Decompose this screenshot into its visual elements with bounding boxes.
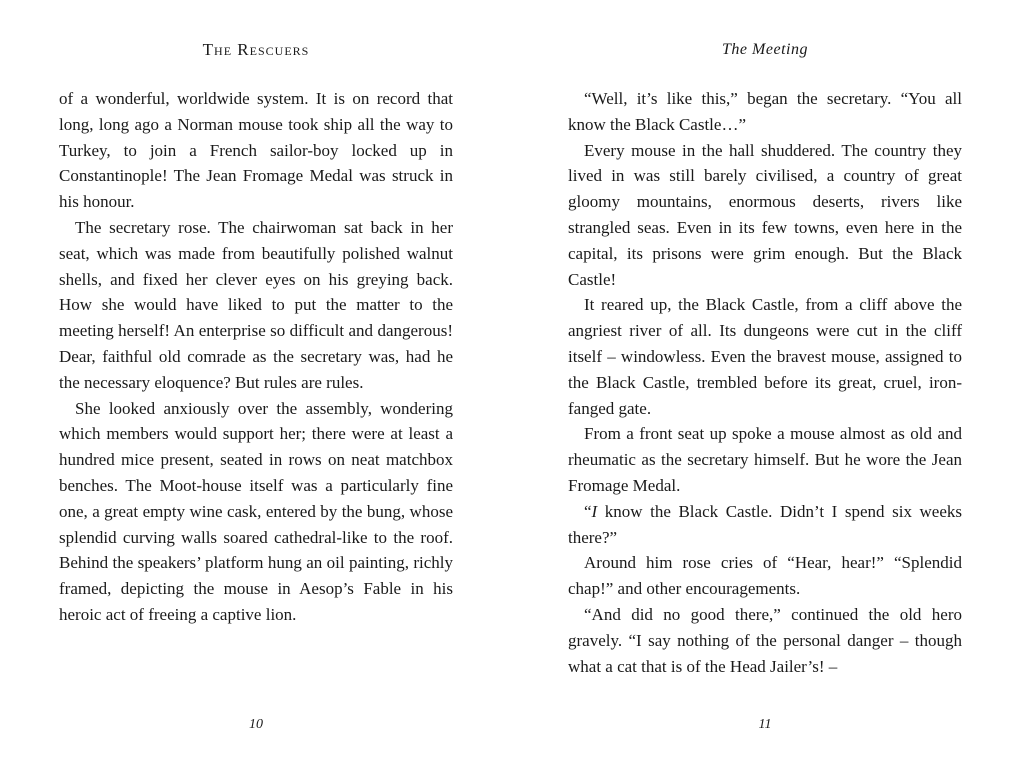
italic-emphasis: I (591, 501, 598, 521)
right-page (568, 0, 962, 773)
page-number: 10 (249, 717, 263, 732)
right-page-body (568, 86, 962, 679)
quote-rest: know the Black Castle. Didn’t I spend six weeks there?” (568, 501, 962, 547)
paragraph: She looked anxiously over the assembly, wondering which members would support her; there were at least a hundred mice present, seated in rows on neat matchbox benches. The Moot-house itself was a particularly fine one, a great empty wine cask, entered by the bung, whose splendid curving walls soared cathedral-like to the roof. Behind the speakers’ platform hung an oil painting, richly framed, depicting the mouse in Aesop’s Fable in his heroic act of freeing a captive lion. (59, 398, 453, 624)
running-head-book-title: The Rescuers (202, 40, 310, 59)
paragraph: Every mouse in the hall shuddered. The country they lived in was still barely civilised, a country of great gloomy mountains, enormous deserts, rivers like strangled seas. Even in its few towns, even here in the capital, its prisons were grim enough. But the Black Castle! (568, 140, 962, 289)
paragraph: of a wonderful, worldwide system. It is on record that long, long ago a Norman mouse took ship all the way to Turkey, to join a French sailor-boy locked up in Constantinople! The Jean Fromage Medal was struck in his honour. (59, 89, 453, 212)
left-page-body (59, 86, 453, 628)
paragraph: “Well, it’s like this,” began the secretary. “You all know the Black Castle…” (568, 89, 962, 134)
paragraph: Around him rose cries of “Hear, hear!” “Splendid chap!” and other encouragements. (568, 553, 962, 599)
running-head-chapter-title: The Meeting (722, 41, 808, 58)
paragraph: It reared up, the Black Castle, from a cliff above the angriest river of all. Its dungeons were cut in the cliff itself – windowless. Even the bravest mouse, assigned to the Black Castle, trembled before its great, cruel, iron-fanged gate. (568, 295, 962, 418)
paragraph: The secretary rose. The chairwoman sat back in her seat, which was made from beautifully polished walnut shells, and fixed her clever eyes on his greying back. How she would have liked to put the matter to the meeting herself! An enterprise so difficult and dangerous! Dear, faithful old comrade as the secretary was, had he the necessary eloquence? But rules are rules. (59, 217, 453, 392)
paragraph: “And did no good there,” continued the old hero gravely. “I say nothing of the personal danger – though what a cat that is of the Head Jailer’s! – (568, 604, 962, 676)
page-number: 11 (758, 717, 772, 732)
left-page (59, 0, 453, 773)
paragraph: From a front seat up spoke a mouse almost as old and rheumatic as the secretary himself. But he wore the Jean Fromage Medal. (568, 424, 962, 495)
quote-open: “ (584, 501, 592, 521)
paragraph (568, 499, 962, 551)
